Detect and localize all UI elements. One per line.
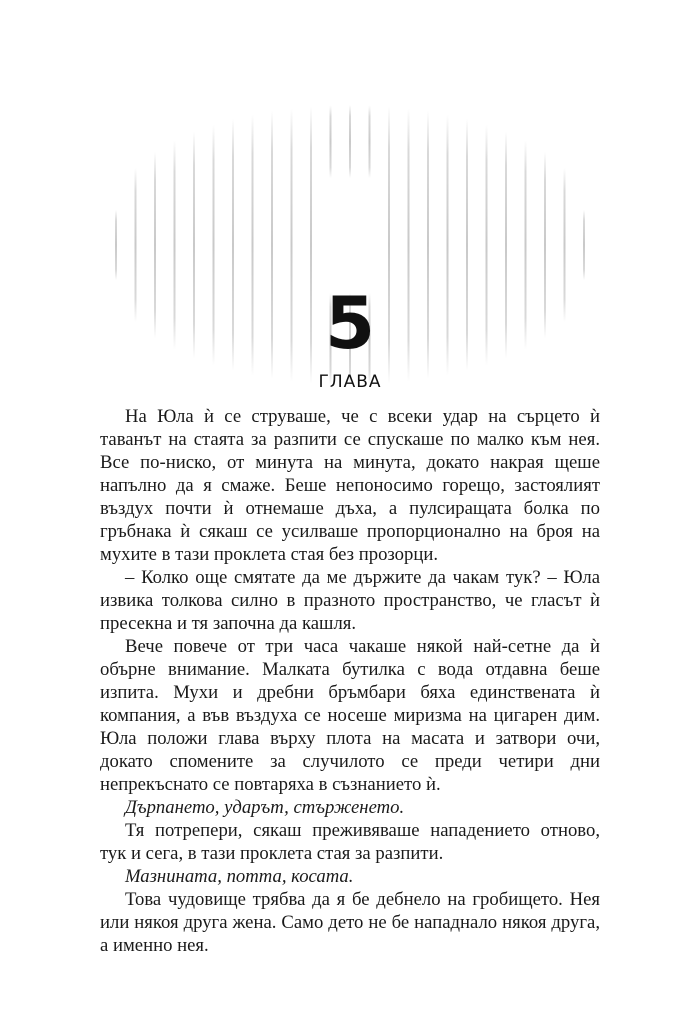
stripe-line <box>330 105 332 178</box>
chapter-label: ГЛАВА <box>318 372 382 392</box>
paragraph: Това чудовище трябва да я бе дебнело на гробището. Нея или някоя друга жена. Само дето не бе нападнало някоя друга, а именно нея. <box>100 889 600 956</box>
paragraph: Вече повече от три часа чакаше някой най-сетне да ѝ обърне внимание. Малката бутилка с вода отдавна беше изпита. Мухи и дребни бръмбари бяха единствената ѝ компания, а във въздуха се носеше миризма на цигарен дим. Юла положи глава върху плота на масата и затвори очи, докато спомените за случилото се преди четири дни непрекъснато се повтаряха в съзнанието ѝ. <box>100 636 600 795</box>
stripe-line <box>369 105 371 178</box>
stripe-line <box>583 210 585 280</box>
paragraph: – Колко още смятате да ме държите да чакам тук? – Юла извика толкова силно в празното пространство, че гласът ѝ пресекна и тя започна да кашля. <box>100 567 600 634</box>
paragraph-italic: Мазнината, потта, косата. <box>125 866 354 887</box>
stripe-line <box>115 210 117 280</box>
paragraph: На Юла ѝ се струваше, че с всеки удар на сърцето ѝ таванът на стаята за разпити се спускаше по малко към нея. Все по-ниско, от минута на минута, докато накрая щеше напълно да я смаже. Беше непоносимо горещо, застоялият въздух почти ѝ отнемаше дъха, а пулсиращата болка по гръбнака ѝ сякаш се усилваше пропорционално на броя на мухите в тази проклета стая без прозорци. <box>100 406 600 565</box>
chapter-body <box>100 405 600 957</box>
stripe-line <box>349 105 351 178</box>
chapter-number: 5 <box>324 281 376 365</box>
chapter-header <box>0 100 700 390</box>
paragraph: Тя потрепери, сякаш преживяваше нападението отново, тук и сега, в тази проклета стая за разпити. <box>100 820 600 864</box>
paragraph-italic: Дърпането, ударът, стърженето. <box>125 797 405 818</box>
